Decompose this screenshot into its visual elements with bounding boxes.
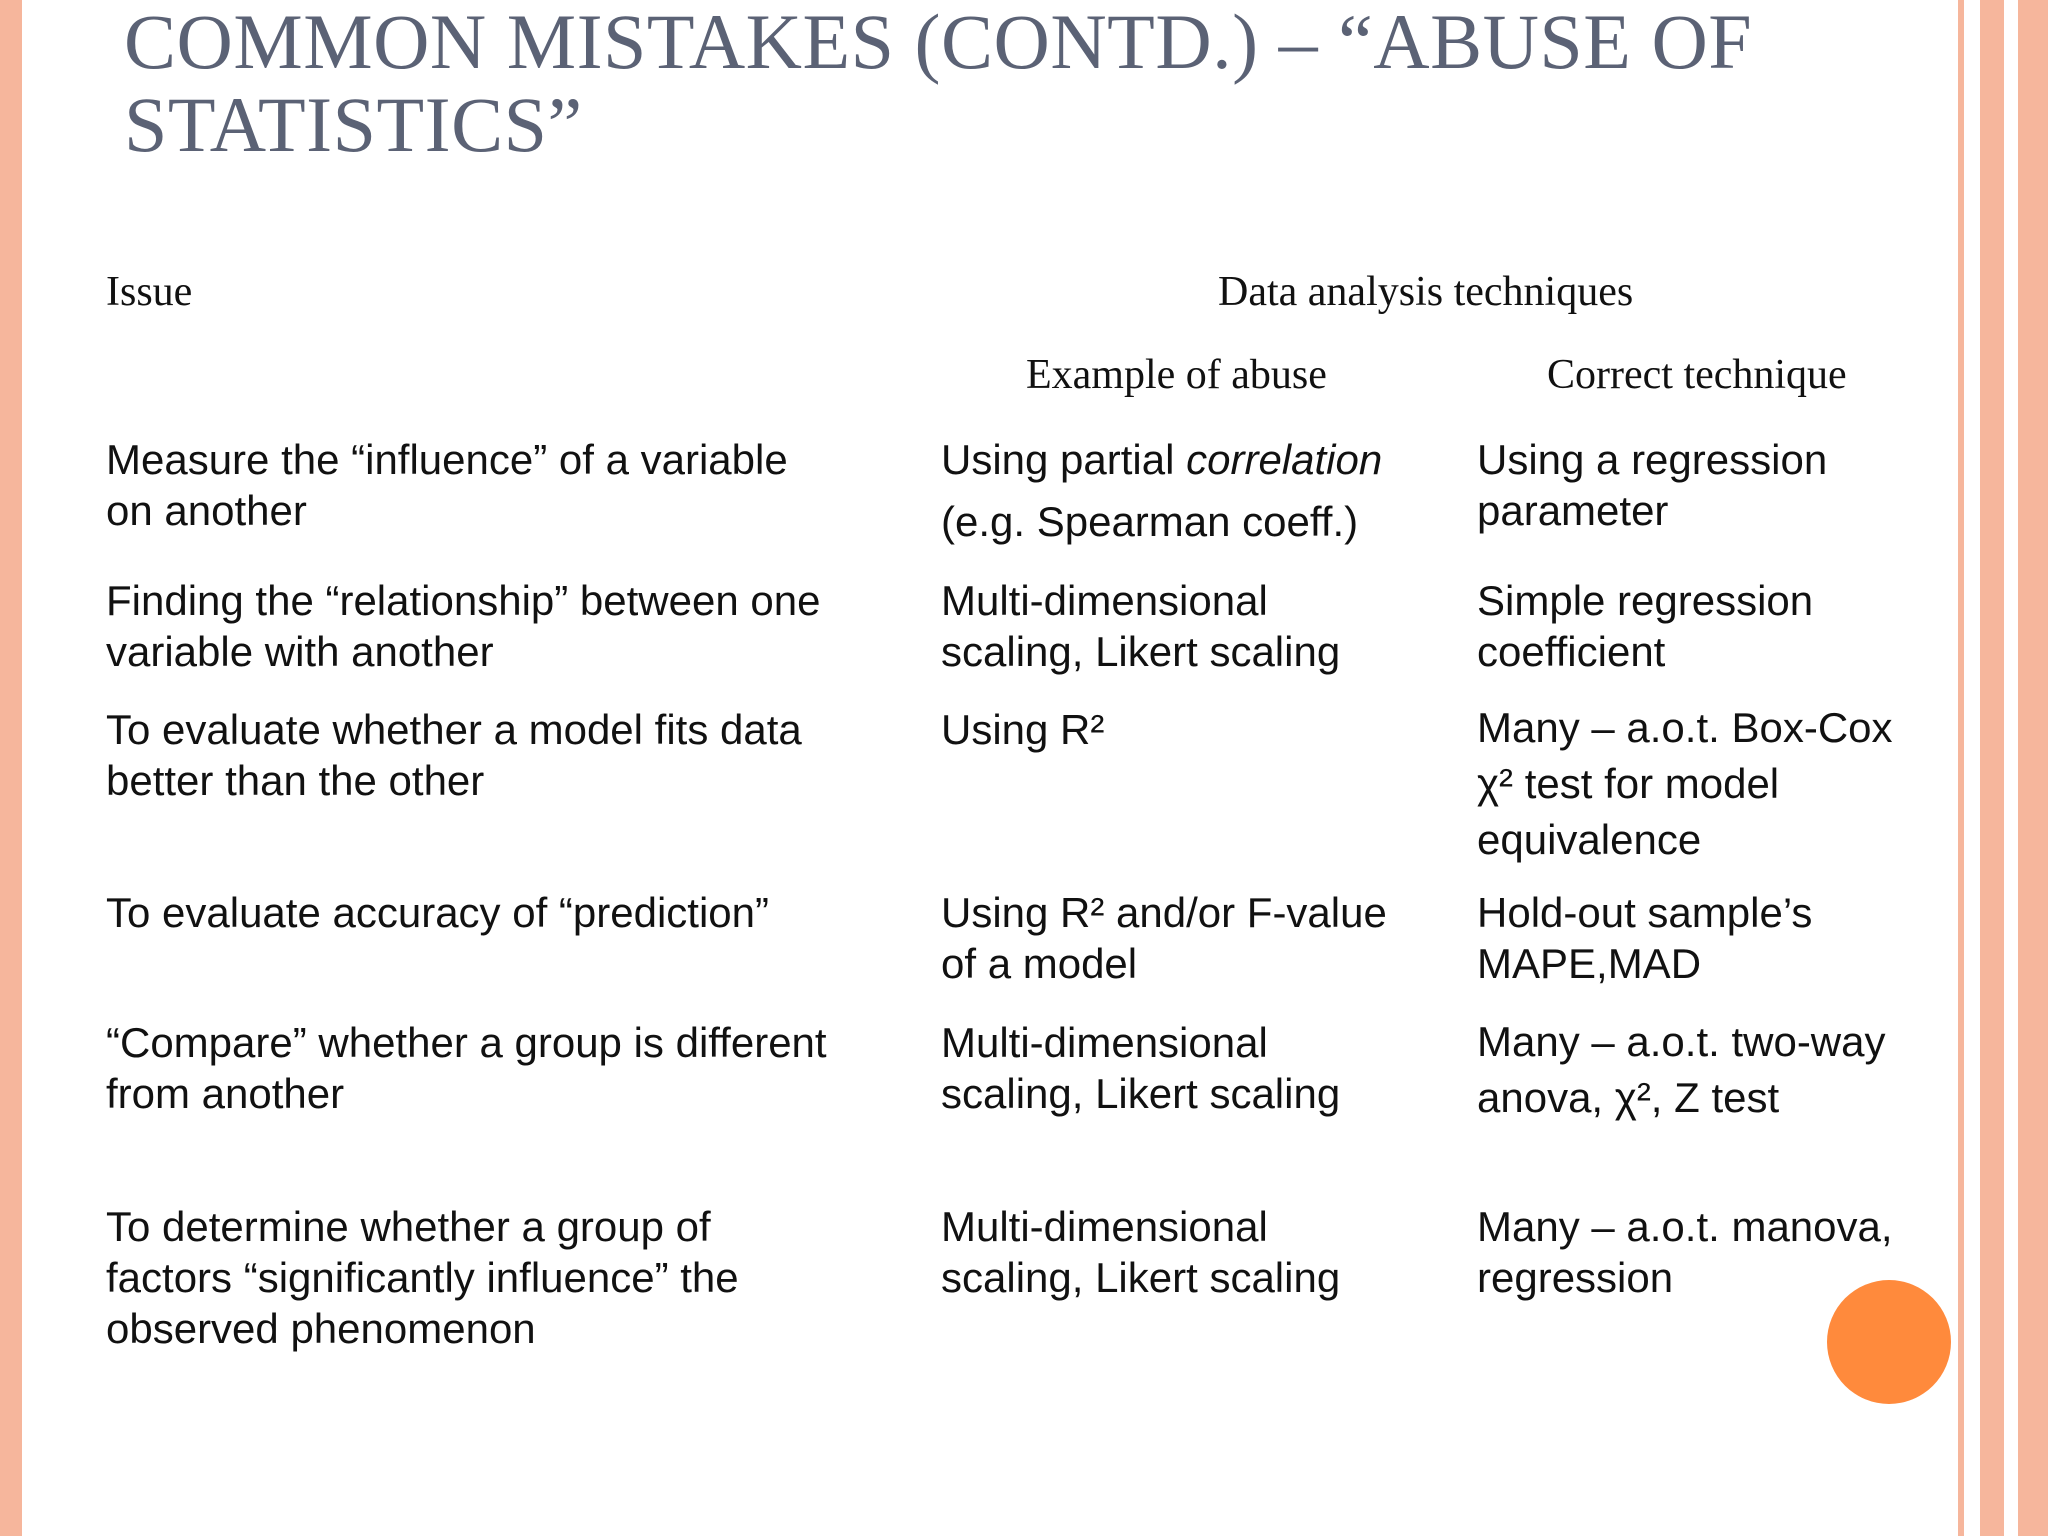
table-row-issue: [106, 887, 769, 938]
header-data-analysis-techniques: Data analysis techniques: [1218, 269, 1634, 315]
table-row-abuse: [941, 1201, 1340, 1303]
cell-line: (e.g. Spearman coeff.): [941, 498, 1359, 545]
table-row-issue: [106, 1017, 827, 1119]
cell-line: parameter: [1477, 487, 1669, 534]
slide-title-line: STATISTICS”: [124, 81, 583, 168]
right-accent-stripe: [2018, 0, 2048, 1536]
cell-line: Finding the “relationship” between one: [106, 577, 821, 624]
table-row-abuse: [941, 887, 1387, 989]
table-row-issue: [106, 704, 802, 806]
cell-text: Using partial: [941, 436, 1187, 483]
cell-line: Many – a.o.t. two-way: [1477, 1018, 1886, 1065]
table-row-issue: [106, 575, 820, 677]
cell-line: scaling, Likert scaling: [941, 1070, 1341, 1117]
table-row-correct: [1477, 887, 1812, 989]
slide-title: [124, 0, 1904, 166]
table-row-abuse: [941, 704, 1104, 755]
cell-line: anova, χ², Z test: [1477, 1074, 1780, 1121]
cell-line: scaling, Likert scaling: [941, 628, 1341, 675]
cell-line: Hold-out sample’s: [1477, 889, 1813, 936]
table-row-correct: [1477, 434, 1827, 536]
header-correct-technique: Correct technique: [1547, 352, 1847, 398]
table-row-issue: [106, 434, 788, 536]
cell-line: To determine whether a group of: [106, 1203, 711, 1250]
cell-line: Simple regression: [1477, 577, 1814, 624]
table-row-correct: [1477, 1014, 1886, 1126]
slide-title-line: COMMON MISTAKES (CONTD.) – “ABUSE OF: [124, 0, 1753, 85]
left-accent-bar: [0, 0, 22, 1536]
cell-line: Using R² and/or F-value: [941, 889, 1387, 936]
cell-line: scaling, Likert scaling: [941, 1254, 1341, 1301]
right-accent-stripe: [1980, 0, 2004, 1536]
cell-line: of a model: [941, 940, 1138, 987]
table-row-correct: [1477, 1201, 1893, 1303]
table-row-abuse: [941, 1017, 1340, 1119]
cell-line: on another: [106, 487, 307, 534]
cell-line: To evaluate accuracy of “prediction”: [106, 889, 769, 936]
header-issue: Issue: [106, 269, 193, 315]
cell-line: equivalence: [1477, 816, 1702, 863]
cell-line: χ² test for model: [1477, 760, 1780, 807]
header-example-of-abuse: Example of abuse: [1026, 352, 1327, 398]
cell-line: Multi-dimensional: [941, 577, 1268, 624]
cell-line: Multi-dimensional: [941, 1203, 1268, 1250]
right-accent-stripe: [1958, 0, 1964, 1536]
decorative-orange-circle: [1827, 1280, 1951, 1404]
cell-line: coefficient: [1477, 628, 1666, 675]
table-row-issue: [106, 1201, 739, 1354]
cell-line: [941, 429, 1382, 491]
cell-line: observed phenomenon: [106, 1305, 536, 1352]
table-row-correct: [1477, 700, 1893, 868]
table-row-correct: [1477, 575, 1813, 677]
cell-text-italic: correlation: [1186, 436, 1383, 483]
table-row-abuse: [941, 575, 1340, 677]
cell-line: Using R²: [941, 706, 1105, 753]
cell-line: Many – a.o.t. manova,: [1477, 1203, 1893, 1250]
cell-line: Many – a.o.t. Box-Cox: [1477, 704, 1893, 751]
cell-line: MAPE,MAD: [1477, 940, 1702, 987]
cell-line: “Compare” whether a group is different: [106, 1019, 827, 1066]
cell-line: To evaluate whether a model fits data: [106, 706, 802, 753]
cell-line: regression: [1477, 1254, 1674, 1301]
table-row-abuse: [941, 429, 1382, 553]
cell-line: from another: [106, 1070, 345, 1117]
cell-line: better than the other: [106, 757, 485, 804]
cell-line: factors “significantly influence” the: [106, 1254, 739, 1301]
cell-line: variable with another: [106, 628, 494, 675]
cell-line: Using a regression: [1477, 436, 1828, 483]
cell-line: Multi-dimensional: [941, 1019, 1268, 1066]
cell-line: Measure the “influence” of a variable: [106, 436, 788, 483]
